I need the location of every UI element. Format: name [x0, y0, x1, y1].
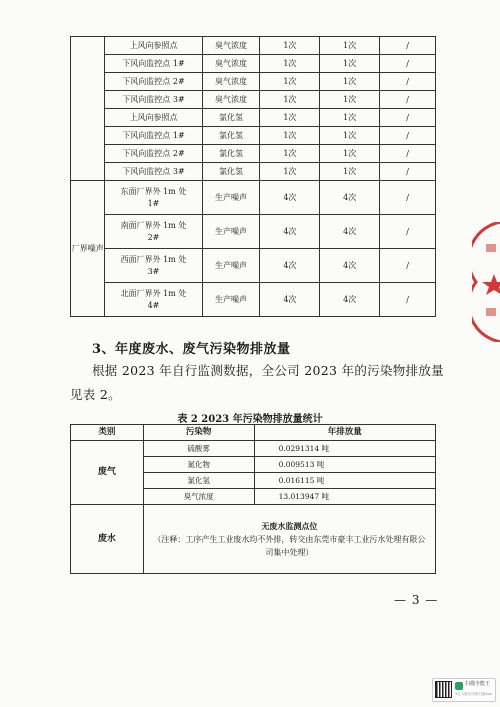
point-cell	[105, 215, 202, 249]
point-cell	[105, 283, 202, 317]
slash-cell: /	[380, 215, 436, 249]
count-cell: 1次	[260, 55, 320, 73]
badge-title: 扫描全能王	[465, 681, 491, 687]
count-cell: 1次	[320, 73, 380, 91]
scanner-logo-icon	[455, 682, 463, 690]
point-cell: 下风向监控点 3#	[105, 163, 202, 181]
table-row	[71, 127, 436, 145]
point-cell: 下风向监控点 2#	[105, 145, 202, 163]
item-cell: 臭气浓度	[202, 37, 260, 55]
count-cell: 4次	[260, 249, 320, 283]
paragraph-line-1: 根据 2023 年自行监测数据，全公司 2023 年的污染物排放量	[92, 363, 444, 378]
count-cell: 1次	[320, 37, 380, 55]
count-cell: 1次	[320, 145, 380, 163]
count-cell: 4次	[320, 283, 380, 317]
point-cell	[105, 249, 202, 283]
point-cell: 上风向参照点	[105, 37, 202, 55]
table-row	[71, 505, 436, 574]
paragraph-line-2: 见表 2。	[70, 387, 121, 402]
point-cell: 下风向监控点 1#	[105, 127, 202, 145]
point-cell: 下风向监控点 1#	[105, 55, 202, 73]
point-line-1: 北面厂界外 1m 处	[120, 288, 187, 298]
table-row	[71, 91, 436, 109]
badge-subtitle: 3亿人都在用的扫描App	[455, 692, 493, 696]
table-row	[71, 109, 436, 127]
item-cell: 氯化氢	[202, 109, 260, 127]
qr-code-icon	[435, 681, 452, 698]
item-cell: 氯化氢	[202, 163, 260, 181]
table-row	[71, 181, 436, 215]
table2-header-row	[71, 425, 436, 441]
table-row	[71, 215, 436, 249]
point-cell: 下风向监控点 2#	[105, 73, 202, 91]
count-cell: 4次	[260, 283, 320, 317]
slash-cell: /	[380, 127, 436, 145]
count-cell: 4次	[320, 215, 380, 249]
slash-cell: /	[380, 249, 436, 283]
item-cell: 氯化氢	[202, 127, 260, 145]
section-heading: 3、年度废水、废气污染物排放量	[92, 342, 291, 357]
pollutant-cell: 氯化氢	[143, 473, 254, 489]
water-category: 废水	[71, 505, 144, 574]
amount-cell: 0.0291314 吨	[254, 441, 435, 457]
table-row	[71, 283, 436, 317]
count-cell: 1次	[260, 163, 320, 181]
count-cell: 1次	[320, 127, 380, 145]
table2-caption: 表 2 2023 年污染物排放量统计	[177, 414, 323, 425]
point-line-2: 2#	[147, 232, 160, 242]
point-cell: 上风向参照点	[105, 109, 202, 127]
item-cell: 生产噪声	[202, 249, 260, 283]
point-line-2: 3#	[147, 266, 160, 276]
page-number: — 3 —	[394, 593, 439, 607]
water-note: （注释：工序产生工业废水均不外排，转交由东莞市豪丰工业污水处理有限公司集中处理）	[153, 534, 426, 557]
count-cell: 4次	[260, 181, 320, 215]
point-cell	[105, 181, 202, 215]
slash-cell: /	[380, 109, 436, 127]
count-cell: 1次	[260, 91, 320, 109]
slash-cell: /	[380, 55, 436, 73]
header-pollutant: 污染物	[143, 425, 254, 441]
monitoring-table	[70, 36, 436, 317]
item-cell: 臭气浓度	[202, 55, 260, 73]
table-row	[71, 145, 436, 163]
header-amount: 年排放量	[254, 425, 435, 441]
emissions-table	[70, 424, 436, 574]
item-cell: 生产噪声	[202, 283, 260, 317]
count-cell: 1次	[260, 145, 320, 163]
slash-cell: /	[380, 37, 436, 55]
table-row	[71, 163, 436, 181]
point-line-2: 1#	[147, 198, 160, 208]
item-cell: 生产噪声	[202, 215, 260, 249]
table-row	[71, 73, 436, 91]
amount-cell: 13.013947 吨	[254, 489, 435, 505]
red-seal-stamp	[472, 222, 500, 342]
noise-category-cell: 厂界噪声	[71, 181, 105, 317]
item-cell: 氯化氢	[202, 145, 260, 163]
gas-category: 废气	[71, 441, 144, 505]
pollutant-cell: 臭气浓度	[143, 489, 254, 505]
table-row	[71, 55, 436, 73]
slash-cell: /	[380, 73, 436, 91]
count-cell: 1次	[260, 37, 320, 55]
count-cell: 4次	[320, 249, 380, 283]
count-cell: 4次	[320, 181, 380, 215]
item-cell: 臭气浓度	[202, 91, 260, 109]
point-line-2: 4#	[147, 300, 160, 310]
point-cell: 下风向监控点 3#	[105, 91, 202, 109]
slash-cell: /	[380, 163, 436, 181]
count-cell: 1次	[260, 109, 320, 127]
count-cell: 1次	[260, 73, 320, 91]
water-cell	[143, 505, 435, 574]
slash-cell: /	[380, 145, 436, 163]
table-row	[71, 249, 436, 283]
slash-cell: /	[380, 181, 436, 215]
item-cell: 臭气浓度	[202, 73, 260, 91]
scanner-badge	[432, 678, 496, 702]
category-cell	[71, 37, 105, 181]
water-title: 无废水监测点位	[261, 520, 318, 531]
table-row	[71, 37, 436, 55]
point-line-1: 西面厂界外 1m 处	[120, 254, 187, 264]
pollutant-cell: 硫酸雾	[143, 441, 254, 457]
slash-cell: /	[380, 91, 436, 109]
header-category: 类别	[71, 425, 144, 441]
amount-cell: 0.009513 吨	[254, 457, 435, 473]
point-line-1: 南面厂界外 1m 处	[120, 220, 187, 230]
amount-cell: 0.016115 吨	[254, 473, 435, 489]
count-cell: 4次	[260, 215, 320, 249]
count-cell: 1次	[260, 127, 320, 145]
point-line-1: 东面厂界外 1m 处	[120, 186, 187, 196]
count-cell: 1次	[320, 109, 380, 127]
count-cell: 1次	[320, 163, 380, 181]
slash-cell: /	[380, 283, 436, 317]
count-cell: 1次	[320, 91, 380, 109]
pollutant-cell: 氮化物	[143, 457, 254, 473]
count-cell: 1次	[320, 55, 380, 73]
item-cell: 生产噪声	[202, 181, 260, 215]
table-row	[71, 441, 436, 457]
